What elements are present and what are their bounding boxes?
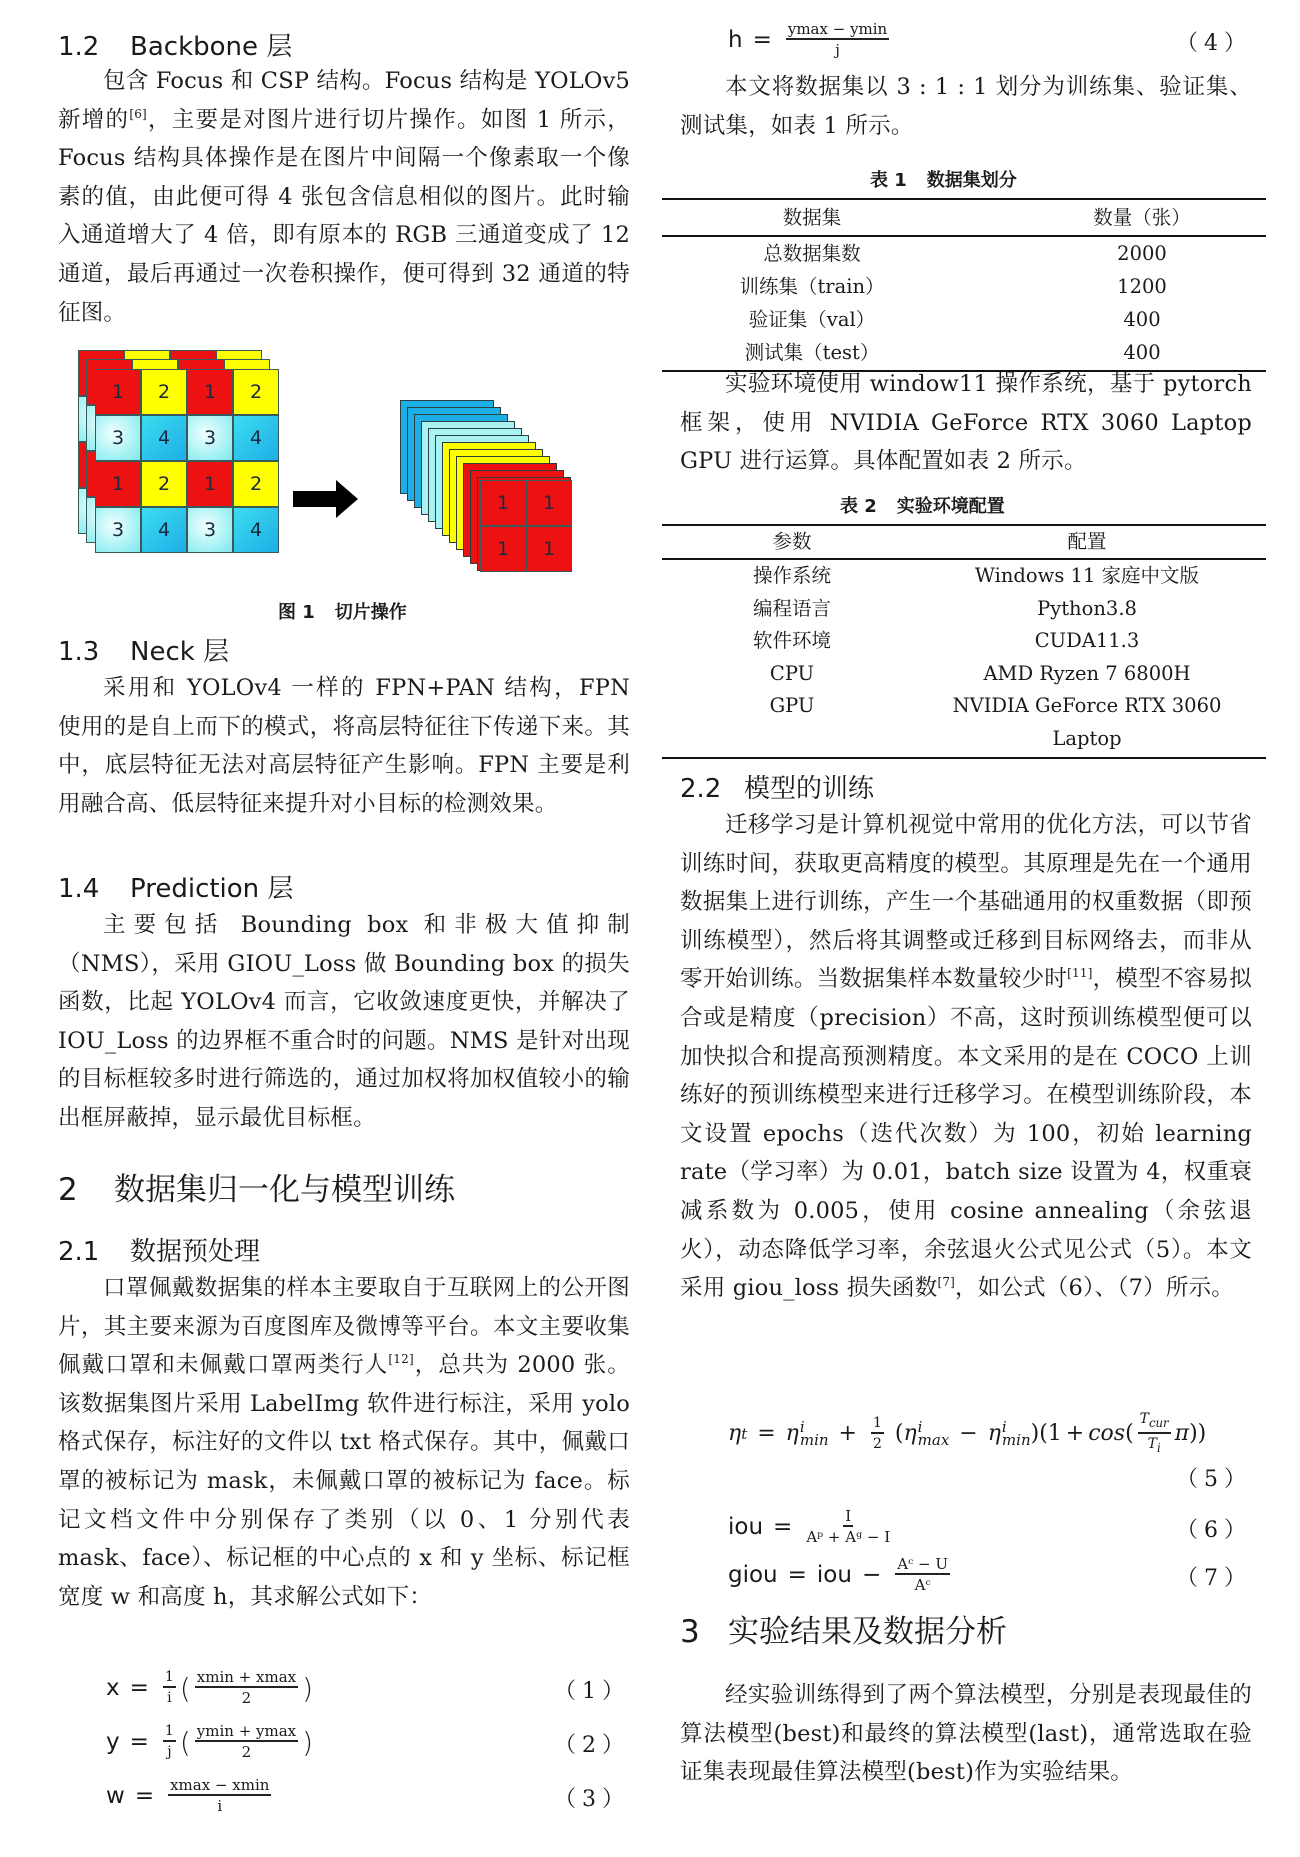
section-heading-1-2: 1.2 Backbone 层 [58,32,293,62]
table-2-caption: 表 2 实验环境配置 [840,496,1005,517]
grid-cell: 2 [141,461,187,507]
arrow-icon [293,491,339,507]
table-cell-label: 编程语言 [752,596,831,620]
grid-cell: 3 [95,507,141,553]
paragraph-split: 本文将数据集以 3 : 1 : 1 划分为训练集、验证集、测试集，如表 1 所示。 [680,74,1252,139]
table-row [662,658,1266,690]
equation-1: x = $\frac{1}{i}$ ( $\frac{xmin + xmax}{2}$ ) （1） [106,1668,630,1707]
table-row [662,690,1266,722]
table-row [662,625,1266,657]
table-cell-value: CUDA11.3 [1034,629,1140,653]
grid-cell: 4 [233,415,279,461]
table-row [662,593,1266,625]
grid-cell: 1 [95,369,141,415]
equation-number: （7） [1176,1566,1252,1591]
grid-cell: 3 [187,507,233,553]
equation-3: w = $\frac{xmax - xmin}{i}$ （3） [106,1776,630,1815]
equation-7: giou = iou − $\frac{\text{Aᶜ − U}}{\text{Aᶜ}}$ （7） [728,1555,1252,1594]
section-heading-1-3: 1.3 Neck 层 [58,637,230,667]
table-row [662,271,1266,303]
grid-cell: 4 [141,507,187,553]
grid-cell: 4 [141,415,187,461]
output-cell: 1 [526,526,572,572]
table-row [662,560,1266,592]
table-cell-label: GPU [769,694,815,718]
grid-cell: 1 [187,461,233,507]
output-cell: 1 [480,526,526,572]
table-cell-label: 总数据集数 [763,242,861,265]
equation-number: （3） [554,1787,630,1812]
table-cell-value: Python3.8 [1037,596,1137,620]
table-cell-value: 2000 [1117,242,1167,265]
citation: [11] [1067,966,1093,981]
output-cell: 1 [526,480,572,526]
table-cell-label: 操作系统 [752,564,831,587]
equation-number: （2） [554,1733,630,1758]
grid-cell: 4 [233,507,279,553]
table-header-row: 数据集 数量（张） [782,206,1191,229]
table-cell-label: 测试集（test） [744,341,880,364]
table-rule [662,757,1266,759]
table-cell-label: 软件环境 [752,629,831,653]
paragraph-backbone: 包含 Focus 和 CSP 结构。Focus 结构是 YOLOv5 新增的[6]，主要是对图片进行切片操作。如图 1 所示，Focus 结构具体操作是在图片中间隔一个像素取一个像素的值，由此便可得 4 张包含信息相似的图片。此时输入通道增大了 4 倍，即有原本的 RGB 三通道变成了 12 通道，最后再通过一次卷积操作，便可得到 32 通道的特征图。 [58,68,630,326]
grid-cell: 1 [95,461,141,507]
table-cell-value: 400 [1123,341,1161,364]
figure-slicing-operation [78,350,638,630]
equation-2: y = $\frac{1}{j}$ ( $\frac{ymin + ymax}{2}$ ) （2） [106,1722,630,1761]
table-cell-value: AMD Ryzen 7 6800H [983,661,1191,685]
paragraph-environment: 实验环境使用 window11 操作系统，基于 pytorch 框架，使用 NVIDIA GeForce RTX 3060 Laptop GPU 进行运算。具体配置如表 2 所示。 [680,371,1252,475]
equation-number: （6） [1176,1518,1252,1543]
table-cell-label: 训练集（train） [739,275,885,298]
table-cell-value: Laptop [1052,727,1122,750]
citation: [6] [129,106,147,121]
equation-5: η t = η i min + $\frac{1}{2}$ ( η i max − η i min )( 1 + cos ( $\frac{T_{cur}}{T_i}$ π )) （5） [728,1411,1252,1492]
citation: [7] [937,1275,956,1290]
table-cell-label: CPU [769,661,815,685]
section-heading-3: 3 实验结果及数据分析 [680,1614,1007,1650]
paragraph-preprocess: 口罩佩戴数据集的样本主要取自于互联网上的公开图片，其主要来源为百度图库及微博等平台。本文主要收集佩戴口罩和未佩戴口罩两类行人[12]，总共为 2000 张。该数据集图片采用 LabelImg 软件进行标注，采用 yolo 格式保存，标注好的文件以 txt 格式保存。其中，佩戴口罩的被标记为 mask，未佩戴口罩的被标记为 face。标记文档文件中分别保存了类别（以 0、1 分别代表 mask、face）、标记框的中心点的 x 和 y 坐标、标记框宽度 w 和高度 h，其求解公式如下： [58,1275,630,1610]
table-row [662,238,1266,270]
figure-caption: 图 1 切片操作 [278,602,407,623]
equation-number: （4） [1176,31,1252,56]
table-cell-value: 1200 [1117,275,1167,298]
paragraph-results: 经实验训练得到了两个算法模型，分别是表现最佳的算法模型(best)和最终的算法模型(last)，通常选取在验证集表现最佳算法模型(best)作为实验结果。 [680,1682,1252,1786]
grid-cell: 3 [187,415,233,461]
equation-number: （1） [554,1679,630,1704]
citation: [12] [388,1352,414,1367]
paragraph-prediction: 主要包括 Bounding box 和非极大值抑制（NMS），采用 GIOU_Loss 做 Bounding box 的损失函数，比起 YOLOv4 而言，它收敛速度更快，并解决了 IOU_Loss 的边界框不重合时的问题。NMS 是针对出现的目标框较多时进行筛选的，通过加权将加权值较小的输出框屏蔽掉，显示最优目标框。 [58,912,630,1131]
table-cell-value: 400 [1123,308,1161,331]
grid-cell: 2 [233,369,279,415]
section-heading-2: 2 数据集归一化与模型训练 [58,1172,455,1208]
paragraph-training: 迁移学习是计算机视觉中常用的优化方法，可以节省训练时间，获取更高精度的模型。其原理是先在一个通用数据集上进行训练，产生一个基础通用的权重数据（即预训练模型），然后将其调整或迁移到目标网络去，而非从零开始训练。当数据集样本数量较少时[11]，模型不容易拟合或是精度（precision）不高，这时预训练模型便可以加快拟合和提高预测精度。本文采用的是在 COCO 上训练好的预训练模型来进行迁移学习。在模型训练阶段，本文设置 epochs（迭代次数）为 100，初始 learning rate（学习率）为 0.01，batch size 设置为 4，权重衰减系数为 0.005，使用 cosine annealing（余弦退火），动态降低学习率，余弦退火公式见公式（5）。本文采用 giou_loss 损失函数[7]，如公式（6）、（7）所示。 [680,812,1252,1302]
equation-4: h = $\frac{ymax - ymin}{j}$ （4） [728,20,1252,59]
grid-cell: 2 [233,461,279,507]
table-rule [662,198,1266,200]
grid-cell: 2 [141,369,187,415]
section-heading-2-1: 2.1 数据预处理 [58,1237,261,1267]
grid-cell: 3 [95,415,141,461]
equation-number: （5） [1176,1467,1252,1492]
table-cell-label: 验证集（val） [748,308,876,331]
section-heading-1-4: 1.4 Prediction 层 [58,874,294,904]
table-cell-value: Windows 11 家庭中文版 [974,564,1200,587]
grid-cell: 1 [187,369,233,415]
table-rule [662,235,1266,237]
output-cell: 1 [480,480,526,526]
table-row [662,723,1266,755]
table-header-row: 参数 配置 [772,530,1107,553]
table-row [662,304,1266,336]
arrow-head-icon [336,480,358,518]
equation-6: iou = $\frac{I}{\text{Aᵖ + Aᵍ − I}}$ （6） [728,1507,1252,1546]
section-heading-2-2: 2.2 模型的训练 [680,774,875,804]
paragraph-neck: 采用和 YOLOv4 一样的 FPN+PAN 结构，FPN 使用的是自上而下的模式，将高层特征往下传递下来。其中，底层特征无法对高层特征产生影响。FPN 主要是利用融合高、低层特征来提升对小目标的检测效果。 [58,675,630,817]
table-1-caption: 表 1 数据集划分 [870,170,1017,191]
table-cell-value: NVIDIA GeForce RTX 3060 [952,694,1222,718]
